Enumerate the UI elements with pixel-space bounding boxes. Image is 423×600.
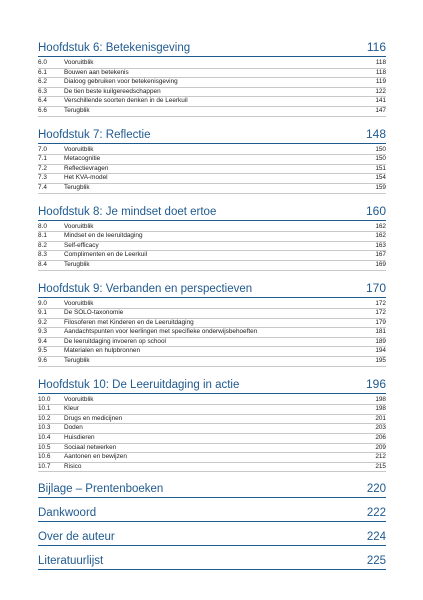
section-title: Kleur xyxy=(64,405,79,413)
chapter-page-number: 170 xyxy=(365,280,386,295)
section-title: Metacognitie xyxy=(64,155,101,163)
section-number: 8.4 xyxy=(38,260,47,268)
section-number: 10.5 xyxy=(38,443,51,451)
chapter-page-number: 160 xyxy=(365,203,386,218)
section-page-number: 122 xyxy=(375,87,386,95)
section-title: Risico xyxy=(64,462,82,470)
appendix-title: Literatuurlijst xyxy=(38,555,104,568)
section-title: Complimenten en de Leerkuil xyxy=(64,251,148,259)
section-number: 10.0 xyxy=(38,395,51,403)
section-title: Terugblik xyxy=(64,357,90,365)
section-page-number: 147 xyxy=(375,106,386,114)
appendix-page-number: 222 xyxy=(366,507,386,520)
chapter-section xyxy=(38,377,386,473)
toc-entry[interactable] xyxy=(38,396,386,406)
toc-entry[interactable] xyxy=(38,69,386,79)
toc-entry[interactable] xyxy=(38,453,386,463)
section-title: Vooruitblik xyxy=(64,299,94,307)
toc-entry[interactable] xyxy=(38,444,386,454)
toc-entry[interactable] xyxy=(38,97,386,107)
chapter-title: Hoofdstuk 6: Betekenisgeving xyxy=(38,42,191,54)
toc-entry[interactable] xyxy=(38,146,386,156)
section-title: Self-efficacy xyxy=(64,241,99,249)
section-number: 9.1 xyxy=(38,309,47,317)
section-page-number: 206 xyxy=(375,434,386,442)
chapter-heading[interactable] xyxy=(38,281,386,298)
toc-entry[interactable] xyxy=(38,155,386,165)
toc-entry[interactable] xyxy=(38,357,386,367)
section-number: 10.2 xyxy=(38,414,51,422)
section-page-number: 181 xyxy=(375,328,386,336)
section-number: 8.1 xyxy=(38,232,47,240)
toc-entry[interactable] xyxy=(38,78,386,88)
section-number: 9.6 xyxy=(38,357,47,365)
toc-entry[interactable] xyxy=(38,405,386,415)
section-page-number: 162 xyxy=(375,232,386,240)
section-number: 10.3 xyxy=(38,424,51,432)
section-number: 8.3 xyxy=(38,251,47,259)
toc-entry[interactable] xyxy=(38,415,386,425)
toc-entry[interactable] xyxy=(38,184,386,194)
section-number: 10.6 xyxy=(38,453,51,461)
section-page-number: 169 xyxy=(375,260,386,268)
appendix-title: Dankwoord xyxy=(38,507,97,520)
table-of-contents xyxy=(38,40,386,578)
section-number: 7.3 xyxy=(38,174,47,182)
chapter-title: Hoofdstuk 10: De Leeruitdaging in actie xyxy=(38,378,240,391)
appendix-page-number: 225 xyxy=(366,555,386,568)
section-title: Drugs en medicijnen xyxy=(64,414,123,422)
toc-entry[interactable] xyxy=(38,232,386,242)
section-number: 9.4 xyxy=(38,337,47,345)
section-page-number: 179 xyxy=(375,318,386,326)
toc-entry[interactable] xyxy=(38,328,386,338)
section-page-number: 141 xyxy=(375,97,386,105)
section-number: 6.4 xyxy=(38,97,47,105)
section-page-number: 159 xyxy=(375,183,386,191)
toc-entry[interactable] xyxy=(38,300,386,310)
section-page-number: 172 xyxy=(375,309,386,317)
toc-entry[interactable] xyxy=(38,165,386,175)
chapter-section xyxy=(38,281,386,367)
appendix-heading[interactable] xyxy=(38,554,386,570)
section-title: Sociaal netwerken xyxy=(64,443,117,451)
section-number: 10.7 xyxy=(38,462,51,470)
section-title: De SOLO-taxonomie xyxy=(64,309,124,317)
toc-entry[interactable] xyxy=(38,347,386,357)
chapter-heading[interactable] xyxy=(38,204,386,221)
appendix-page-number: 224 xyxy=(366,531,386,544)
appendix-page-number: 220 xyxy=(366,483,386,496)
section-number: 7.2 xyxy=(38,164,47,172)
toc-entry[interactable] xyxy=(38,223,386,233)
chapter-section xyxy=(38,40,386,117)
section-page-number: 118 xyxy=(375,68,386,76)
section-title: De tien beste kuilgereedschappen xyxy=(64,87,161,95)
section-title: Terugblik xyxy=(64,106,90,114)
section-page-number: 215 xyxy=(375,462,386,470)
section-title: De leeruitdaging invoeren op school xyxy=(64,337,166,345)
toc-entry[interactable] xyxy=(38,319,386,329)
section-page-number: 162 xyxy=(375,222,386,230)
chapter-title: Hoofdstuk 7: Reflectie xyxy=(38,128,151,141)
section-number: 9.2 xyxy=(38,318,47,326)
section-number: 6.6 xyxy=(38,106,47,114)
section-number: 6.3 xyxy=(38,87,47,95)
section-number: 6.2 xyxy=(38,78,47,86)
section-title: Reflectievragen xyxy=(64,164,109,172)
toc-entry[interactable] xyxy=(38,59,386,69)
section-title: Vooruitblik xyxy=(64,145,94,153)
section-title: Vooruitblik xyxy=(64,395,94,403)
section-number: 7.0 xyxy=(38,145,47,153)
section-page-number: 163 xyxy=(375,241,386,249)
toc-entry[interactable] xyxy=(38,251,386,261)
section-page-number: 212 xyxy=(375,453,386,461)
section-number: 7.4 xyxy=(38,183,47,191)
section-number: 9.0 xyxy=(38,299,47,307)
section-number: 9.3 xyxy=(38,328,47,336)
chapter-page-number: 196 xyxy=(365,376,386,391)
chapter-page-number: 116 xyxy=(366,40,386,54)
section-title: Verschillende soorten denken in de Leerkuil xyxy=(64,97,188,105)
toc-entry[interactable] xyxy=(38,107,386,117)
chapter-section xyxy=(38,127,386,194)
appendix-title: Bijlage – Prentenboeken xyxy=(38,483,164,496)
section-number: 8.2 xyxy=(38,241,47,249)
section-page-number: 189 xyxy=(375,337,386,345)
section-title: Dialoog gebruiken voor betekenisgeving xyxy=(64,78,178,86)
section-title: Aantonen en bewijzen xyxy=(64,453,127,461)
section-page-number: 150 xyxy=(375,155,386,163)
section-page-number: 154 xyxy=(375,174,386,182)
section-title: Terugblik xyxy=(64,260,90,268)
section-number: 8.0 xyxy=(38,222,47,230)
appendix-heading[interactable] xyxy=(38,482,386,498)
section-page-number: 167 xyxy=(375,251,386,259)
section-page-number: 195 xyxy=(375,357,386,365)
section-number: 6.1 xyxy=(38,68,47,76)
section-page-number: 119 xyxy=(375,78,386,86)
section-title: Filosoferen met Kinderen en de Leeruitdaging xyxy=(64,318,194,326)
section-number: 10.1 xyxy=(38,405,51,413)
section-number: 7.1 xyxy=(38,155,47,163)
section-title: Het KVA-model xyxy=(64,174,108,182)
section-title: Materialen en hulpbronnen xyxy=(64,347,141,355)
section-page-number: 118 xyxy=(375,59,386,66)
toc-entry[interactable] xyxy=(38,174,386,184)
section-page-number: 203 xyxy=(375,424,386,432)
section-number: 10.4 xyxy=(38,434,51,442)
toc-entry[interactable] xyxy=(38,88,386,98)
section-page-number: 209 xyxy=(375,443,386,451)
toc-entry[interactable] xyxy=(38,463,386,473)
toc-entry[interactable] xyxy=(38,338,386,348)
chapter-title: Hoofdstuk 9: Verbanden en perspectieven xyxy=(38,282,253,295)
chapter-heading[interactable] xyxy=(38,127,386,144)
chapter-section xyxy=(38,204,386,271)
appendix-title: Over de auteur xyxy=(38,531,115,544)
section-number: 6.0 xyxy=(38,59,47,66)
toc-entry[interactable] xyxy=(38,309,386,319)
chapter-heading[interactable] xyxy=(38,377,386,394)
section-page-number: 201 xyxy=(375,414,386,422)
section-page-number: 150 xyxy=(375,145,386,153)
section-title: Vooruitblik xyxy=(64,59,94,66)
section-page-number: 172 xyxy=(375,299,386,307)
section-title: Doden xyxy=(64,424,83,432)
toc-entry[interactable] xyxy=(38,261,386,271)
section-title: Aandachtspunten voor leerlingen met specifieke onderwijsbehoeften xyxy=(64,328,258,336)
chapter-page-number: 148 xyxy=(365,126,386,141)
section-title: Vooruitblik xyxy=(64,222,94,230)
chapter-title: Hoofdstuk 8: Je mindset doet ertoe xyxy=(38,205,217,218)
section-page-number: 151 xyxy=(375,164,386,172)
appendix-heading[interactable] xyxy=(38,506,386,522)
section-title: Bouwen aan betekenis xyxy=(64,68,129,76)
section-title: Terugblik xyxy=(64,183,90,191)
toc-entry[interactable] xyxy=(38,242,386,252)
section-number: 9.5 xyxy=(38,347,47,355)
chapter-heading[interactable] xyxy=(38,40,386,57)
section-title: Mindset en de leeruitdaging xyxy=(64,232,143,240)
toc-entry[interactable] xyxy=(38,434,386,444)
section-title: Huisdieren xyxy=(64,434,95,442)
section-page-number: 194 xyxy=(375,347,386,355)
section-page-number: 198 xyxy=(375,395,386,403)
appendix-heading[interactable] xyxy=(38,530,386,546)
toc-entry[interactable] xyxy=(38,424,386,434)
section-page-number: 198 xyxy=(375,405,386,413)
